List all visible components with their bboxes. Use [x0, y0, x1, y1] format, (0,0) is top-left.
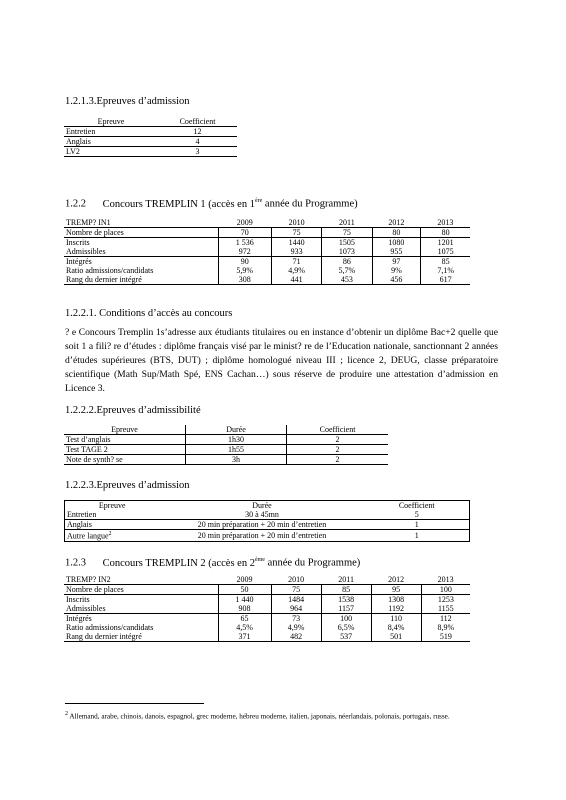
heading-admissibilite: 1.2.2.2.Epreuves d’admissibilité [65, 405, 201, 416]
cell [159, 510, 364, 520]
cell: 453 [322, 275, 372, 285]
cell: Inscrits [66, 595, 90, 604]
table-row [64, 604, 470, 614]
cell-text: Autre langue [67, 531, 109, 541]
cell: 441 [271, 275, 321, 285]
table-row [64, 435, 388, 445]
table-row [64, 614, 470, 624]
cell: 110 [371, 614, 421, 624]
cell: 3 [195, 147, 200, 156]
cell-text: 20 min préparation + 20 min d’entretien [197, 530, 327, 540]
col-header: Coefficient [398, 501, 435, 510]
heading-text: Concours TREMPLIN 1 (accès en 1 [102, 198, 255, 210]
cell: 1155 [421, 604, 470, 614]
cell: 75 [271, 585, 321, 595]
cell: 70 [218, 228, 271, 238]
col-header: Epreuve [98, 501, 126, 510]
cell: 85 [421, 257, 470, 267]
cell: 6,5% [321, 623, 371, 632]
cell-text: 1 [414, 520, 419, 529]
cell: Note de synth? se [66, 455, 123, 464]
table-row [64, 595, 470, 605]
table-row [64, 455, 388, 465]
cell: 617 [421, 275, 470, 285]
cell: 1440 [271, 238, 321, 248]
footnote-text: Allemand, arabe, chinois, danois, espagnol, grec moderne, hébreu moderne, italien, japonais, néerlandais, polonais, portugais, russe. [69, 712, 450, 721]
col-header: TREMP? IN2 [66, 575, 111, 584]
cell: 1308 [371, 595, 421, 605]
cell: 2 [287, 445, 388, 455]
cell: Intégrés [66, 614, 92, 623]
cell [364, 510, 469, 520]
col-header: 2012 [388, 575, 405, 584]
cell: 933 [271, 247, 321, 257]
cell: 482 [271, 632, 321, 642]
cell [65, 530, 160, 542]
cell: 308 [218, 275, 271, 285]
header-row [64, 218, 470, 228]
cell: 964 [271, 604, 321, 614]
table-tremplin-1 [64, 218, 470, 285]
cell: 456 [372, 275, 421, 285]
cell: 537 [321, 632, 371, 642]
cell: 100 [321, 614, 371, 624]
cell: 112 [421, 614, 470, 624]
col-header: Epreuve [97, 117, 125, 126]
cell: 71 [271, 257, 321, 267]
footnote-separator [65, 703, 204, 704]
cell: 4 [195, 137, 200, 146]
cell: 85 [321, 585, 371, 595]
table-row [65, 530, 470, 542]
cell: 80 [421, 228, 470, 238]
table-row [64, 632, 470, 642]
footnote [65, 709, 498, 722]
cell: 1505 [322, 238, 372, 248]
cell: 1075 [421, 247, 470, 257]
cell: LV2 [66, 147, 80, 156]
heading-tremplin-2 [65, 557, 360, 569]
heading-text: Concours TREMPLIN 2 (accès en 2 [102, 557, 255, 569]
cell-text: 1 [414, 530, 419, 540]
cell: 5,9% [218, 266, 271, 275]
table-tremplin-2 [64, 575, 470, 642]
cell: 7,1% [421, 266, 470, 275]
cell: 8,4% [371, 623, 421, 632]
cell: 4,9% [271, 623, 321, 632]
cell: Nombre de places [66, 585, 124, 594]
section-number: 1.2.2 [65, 198, 86, 210]
cell [364, 520, 469, 530]
cell: 1 536 [218, 238, 271, 248]
cell: 908 [218, 604, 271, 614]
table-admission-1 [64, 117, 237, 157]
table-row [64, 275, 470, 285]
cell-text: 20 min préparation + 20 min d’entretien [197, 520, 327, 529]
superscript: ère [254, 198, 263, 204]
table-row [64, 445, 388, 455]
heading-conditions: 1.2.2.1. Conditions d’accès au concours [65, 308, 233, 319]
cell: 1192 [371, 604, 421, 614]
cell-text: Entretien [67, 510, 97, 519]
cell: 80 [372, 228, 421, 238]
cell: 9% [372, 266, 421, 275]
cell: 97 [372, 257, 421, 267]
cell: Ratio admissions/candidats [66, 266, 154, 275]
footnote-mark: 2 [65, 711, 68, 717]
cell: 1080 [372, 238, 421, 248]
cell: Inscrits [66, 238, 90, 247]
table-admissibilite [64, 425, 388, 465]
cell: 519 [421, 632, 470, 642]
cell [159, 520, 364, 530]
table-row [64, 228, 470, 238]
cell: 50 [218, 585, 271, 595]
conditions-paragraph: ? e Concours Tremplin 1s’adresse aux étudiants titulaires ou en instance d’obtenir un diplôme Bac+2 quelle que soit 1 a fili? re d’études : diplôme français visé par le minist? re de l’Education nationale, sanctionnant 2 années d’études supérieures (BTS, DUT) ; diplôme homologué niveau III ; licence 2, DEUG, classe préparatoire scientifique (Math Sup/Math Spé, ENS Cachan…) sous réserve de produire une attestation d’admission en Licence 3. [65, 327, 498, 394]
cell: 1 440 [218, 595, 271, 605]
cell: Rang du dernier intégré [66, 275, 142, 284]
cell: 73 [271, 614, 321, 624]
cell: 1073 [322, 247, 372, 257]
cell: 100 [421, 585, 470, 595]
cell [65, 520, 160, 530]
heading-text: année du Programme) [264, 198, 358, 210]
table-row [64, 247, 470, 257]
col-header: Coefficient [287, 425, 388, 435]
cell: 1157 [321, 604, 371, 614]
header-row [64, 575, 470, 585]
cell: 1201 [421, 238, 470, 248]
col-header: 2012 [388, 218, 405, 227]
col-header: Epreuve [111, 425, 138, 434]
table-row [64, 238, 470, 248]
col-header: Durée [252, 501, 272, 510]
cell: 501 [371, 632, 421, 642]
cell: 2 [287, 455, 388, 465]
cell: Admissibles [66, 247, 106, 256]
cell: 1253 [421, 595, 470, 605]
cell: Rang du dernier intégré [66, 632, 142, 641]
cell: 972 [218, 247, 271, 257]
cell: 75 [271, 228, 321, 238]
cell: 4,5% [218, 623, 271, 632]
cell-text: 30 à 45mn [245, 510, 279, 519]
cell-text: 5 [414, 510, 419, 519]
cell: Admissibles [66, 604, 106, 613]
col-header: 2009 [236, 218, 253, 227]
cell: 90 [218, 257, 271, 267]
cell: 1h30 [185, 435, 286, 445]
heading-tremplin-1 [65, 198, 358, 210]
cell: 75 [322, 228, 372, 238]
col-header: 2011 [339, 218, 355, 227]
heading-admission-2: 1.2.2.3.Epreuves d’admission [65, 480, 190, 491]
cell: Test d’anglais [66, 435, 111, 444]
cell: 3h [185, 455, 286, 465]
col-header: 2013 [437, 575, 454, 584]
cell: Intégrés [66, 257, 92, 266]
cell: 955 [372, 247, 421, 257]
cell: 95 [371, 585, 421, 595]
cell: 2 [287, 435, 388, 445]
table-admission-2 [64, 500, 470, 542]
col-header: 2013 [437, 218, 454, 227]
cell: 4,9% [271, 266, 321, 275]
col-header: 2010 [288, 218, 305, 227]
superscript: ème [254, 557, 265, 563]
cell: 8,9% [421, 623, 470, 632]
col-header: Durée [185, 425, 286, 435]
heading-text: année du Programme) [267, 557, 361, 569]
col-header: 2011 [338, 575, 354, 584]
cell: Nombre de places [66, 228, 124, 237]
cell [159, 530, 364, 542]
cell: 1h55 [185, 445, 286, 455]
cell: 86 [322, 257, 372, 267]
col-header: TREMP? IN1 [66, 218, 111, 227]
cell: 5,7% [322, 266, 372, 275]
heading-admission-1: 1.2.1.3.Epreuves d’admission [65, 96, 190, 107]
cell [364, 530, 469, 542]
header-row [64, 425, 388, 435]
header-row [65, 501, 470, 511]
cell: 1484 [271, 595, 321, 605]
cell: 12 [193, 127, 202, 136]
col-header: 2009 [236, 575, 253, 584]
table-row [64, 257, 470, 267]
cell-text: Anglais [67, 520, 92, 529]
cell: 371 [218, 632, 271, 642]
footnote-ref: 2 [108, 531, 112, 537]
col-header: Coefficient [179, 117, 216, 126]
col-header: 2010 [288, 575, 305, 584]
table-row [65, 510, 470, 520]
cell: 1538 [321, 595, 371, 605]
cell: Test TAGE 2 [66, 445, 108, 454]
cell: Entretien [66, 127, 96, 136]
section-number: 1.2.3 [65, 557, 86, 569]
table-row [64, 266, 470, 275]
cell [65, 510, 160, 520]
cell: 65 [218, 614, 271, 624]
cell: Ratio admissions/candidats [66, 623, 154, 632]
table-row [65, 520, 470, 530]
table-row [64, 623, 470, 632]
table-row [64, 585, 470, 595]
cell: Anglais [66, 137, 91, 146]
